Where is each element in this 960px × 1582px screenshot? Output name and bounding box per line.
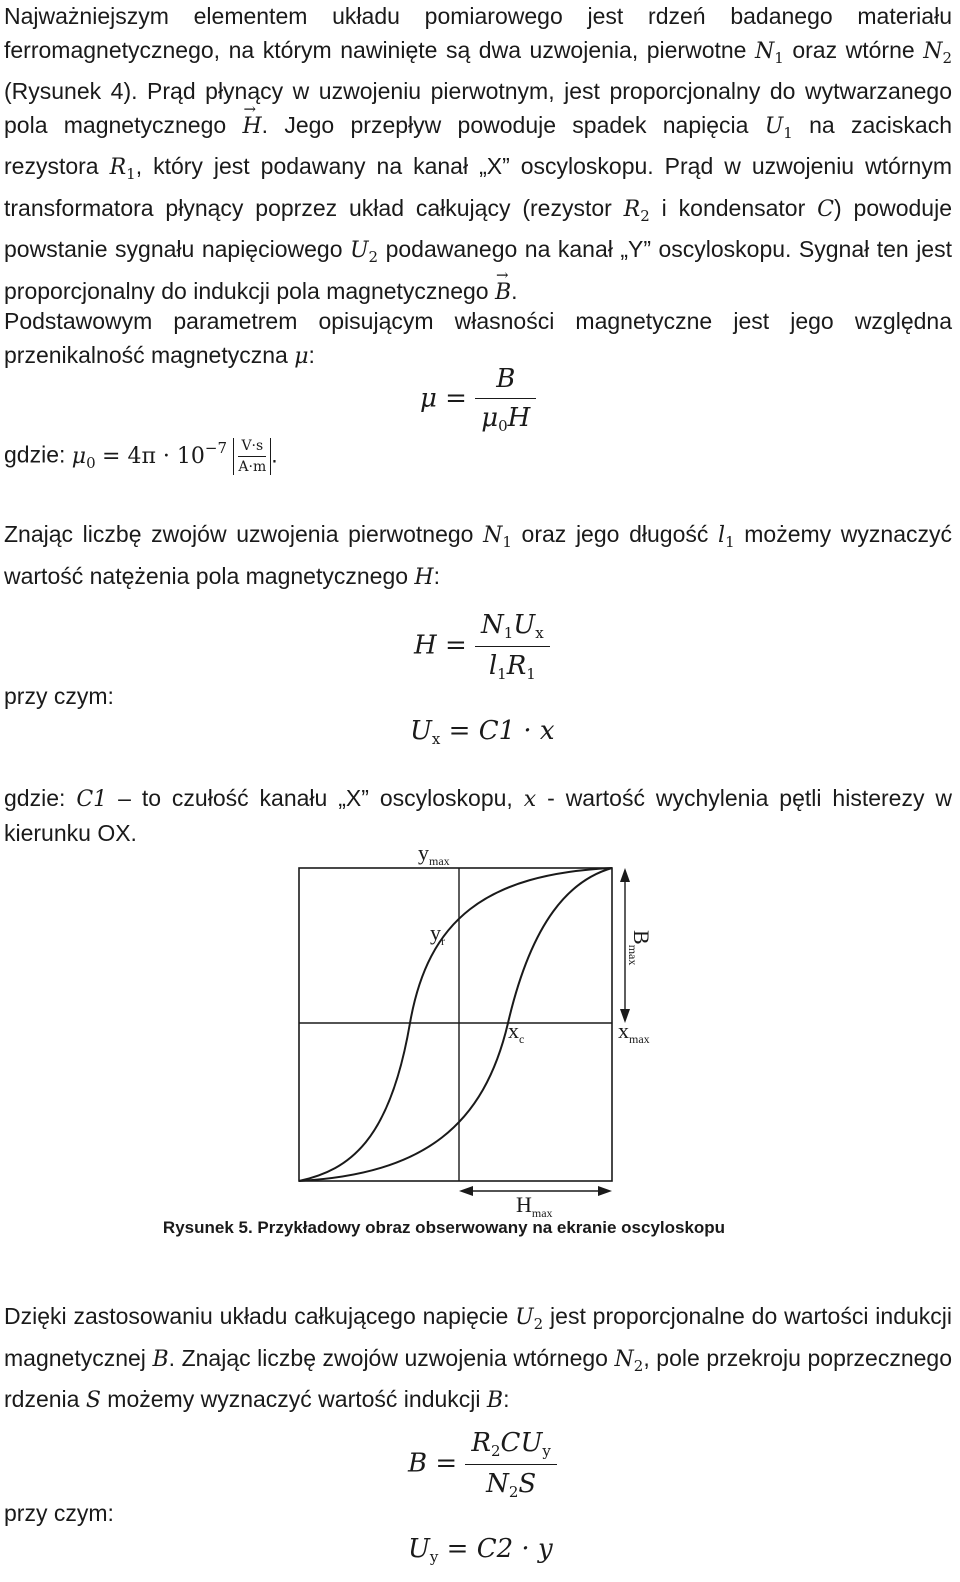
equation-lhs: H =: [414, 630, 467, 661]
text-run: oraz jego długość: [511, 521, 719, 547]
text-run: Podstawowym parametrem opisującym własności magnetyczne jest jego względna przenikalność magnetyczna: [4, 308, 952, 368]
paragraph-measurement-setup: [4, 0, 952, 309]
label-przy-czym: przy czym:: [4, 683, 114, 709]
text-run: oraz wtórne: [783, 36, 924, 63]
text-run: i kondensator: [649, 194, 818, 221]
equation-rhs: = C1 · x: [448, 716, 555, 746]
text-run: - wartość wychylenia pętli histerezy w kierunku OX.: [4, 785, 953, 846]
equation-lhs: B =: [408, 1448, 458, 1479]
symbol-R1: $R_1$: [109, 155, 136, 183]
paragraph-induction: [4, 1300, 952, 1418]
text-run: możemy wyznaczyć wartość natężenia pola magnetycznego: [4, 521, 953, 589]
equation-H: [414, 610, 550, 683]
label-xmax: $x_{max}$: [618, 1018, 650, 1046]
symbol-N2: $N_2$: [923, 38, 952, 67]
text-run: możemy wyznaczyć wartość indukcji: [100, 1386, 487, 1412]
symbol-R2: $R_2$: [623, 196, 650, 225]
symbol-U1: $U_1$: [764, 113, 793, 142]
text-run: :: [308, 341, 315, 368]
text-run: Najważniejszym elementem układu pomiarowego jest rdzeń badanego materiału ferromagnetycznego, na którym nawinięte są dwa uzwojenia, pierwotne: [4, 3, 952, 63]
paragraph-permeability: [4, 305, 952, 373]
equation-Uy: $U_y = C2 \cdot y$: [408, 1534, 553, 1566]
symbol-N2: $N_2$: [614, 1346, 644, 1375]
equation-mu: [420, 364, 536, 435]
symbol-S: S: [85, 1388, 101, 1413]
symbol-C1: C1: [76, 787, 108, 812]
definition-mu0: gdzie: $\mu_0 = 4\pi \cdot 10^{-7}$ $\frac{V\cdot s}{A\cdot m}$ .: [4, 438, 278, 475]
label-Hmax: $H_{max}$: [516, 1192, 553, 1220]
text-run: Znając liczbę zwojów uzwojenia pierwotnego: [4, 521, 484, 547]
equation-Ux: $U_x = C1 \cdot x$: [410, 716, 555, 748]
text-run: . Jego przepływ powoduje spadek napięcia: [261, 111, 765, 138]
label-przy-czym: przy czym:: [4, 1500, 114, 1526]
text-run: :: [433, 562, 440, 589]
symbol-N1: $N_1$: [483, 523, 512, 551]
text-run: gdzie:: [4, 441, 72, 468]
symbol-mu: μ: [294, 343, 309, 369]
text-run: gdzie:: [4, 785, 77, 811]
paragraph-field-strength: [4, 518, 952, 594]
fraction-numerator: $R_2CU_y$: [471, 1428, 551, 1460]
fraction-numerator: B: [496, 364, 516, 394]
fraction: [475, 610, 550, 683]
text-run: Dzięki zastosowaniu układu całkującego napięcie: [4, 1303, 516, 1329]
text-run: , pole przekroju poprzecznego rdzenia: [4, 1344, 952, 1412]
fraction-numerator: $N_1U_x$: [481, 610, 544, 642]
fraction-denominator: $\mu_0H$: [475, 398, 536, 435]
label-ymax: $y_{max}$: [418, 840, 450, 868]
symbol-U2: $U_2$: [515, 1305, 544, 1333]
symbol-N1: $N_1$: [755, 38, 784, 67]
symbol-C: C: [817, 196, 834, 222]
text-run: , który jest podawany na kanał „X” oscyloskopu. Prąd w uzwojeniu wtórnym transformatora płynący poprzez układ całkujący (rezystor: [4, 153, 952, 221]
text-run: (Rysunek 4). Prąd płynący w uzwojeniu pierwotnym, jest proporcjonalny do wytwarzanego pola magnetycznego: [4, 78, 952, 138]
bmax-arrow-head-top: [620, 868, 630, 882]
lower-branch-curve: [299, 868, 612, 1181]
symbol-x: x: [523, 787, 537, 812]
upper-branch-curve: [299, 868, 612, 1181]
hmax-arrow-head-left: [459, 1186, 473, 1196]
unit-fraction: $\frac{V\cdot s}{A\cdot m}$: [233, 438, 271, 475]
symbol-B-vector: → B: [495, 276, 511, 310]
text-run: ) powoduje powstanie sygnału napięciowego: [4, 194, 952, 262]
symbol-B: B: [486, 1388, 504, 1413]
fraction: [465, 1428, 556, 1501]
symbol-l1: $l_1$: [718, 523, 735, 551]
symbol-B: B: [152, 1346, 169, 1372]
text-run: .: [511, 277, 518, 304]
fraction-denominator: $l_1R_1$: [475, 646, 550, 683]
mu0-value: = $4\pi \cdot 10^{-7}$: [102, 438, 227, 469]
figure-caption: Rysunek 5. Przykładowy obraz obserwowany na ekranie oscyloskopu: [162, 1218, 726, 1237]
symbol-mu0: $\mu_0$: [71, 443, 96, 472]
label-xc: $x_c$: [508, 1018, 525, 1046]
figure-frame: [299, 868, 612, 1181]
text-run: jest proporcjonalne do wartości indukcji magnetycznej: [4, 1303, 952, 1371]
equation-B: [408, 1428, 557, 1501]
equation-rhs: = C2 · y: [446, 1534, 553, 1564]
text-run: . Znając liczbę zwojów uzwojenia wtórnego: [168, 1344, 615, 1371]
symbol-H: H: [414, 564, 434, 590]
fraction-denominator: $N_2S$: [465, 1464, 556, 1501]
text-run: – to czułość kanału „X” oscyloskopu,: [107, 785, 524, 811]
symbol-H-vector: → H: [242, 110, 261, 144]
text-run: na zaciskach rezystora: [4, 111, 952, 179]
text-run: podawanego na kanał „Y” oscyloskopu. Sygnał ten jest proporcjonalny do indukcji pola magnetycznego: [4, 236, 952, 304]
symbol-U2: $U_2$: [349, 238, 379, 266]
hysteresis-loop-figure: [280, 840, 680, 1220]
equation-lhs: μ =: [420, 383, 467, 414]
label-yr: $y_r$: [430, 920, 445, 948]
label-Bmax: $B_{max}$: [626, 930, 654, 966]
fraction: [475, 364, 536, 435]
hmax-arrow-head-right: [598, 1186, 612, 1196]
text-run: :: [503, 1386, 510, 1412]
